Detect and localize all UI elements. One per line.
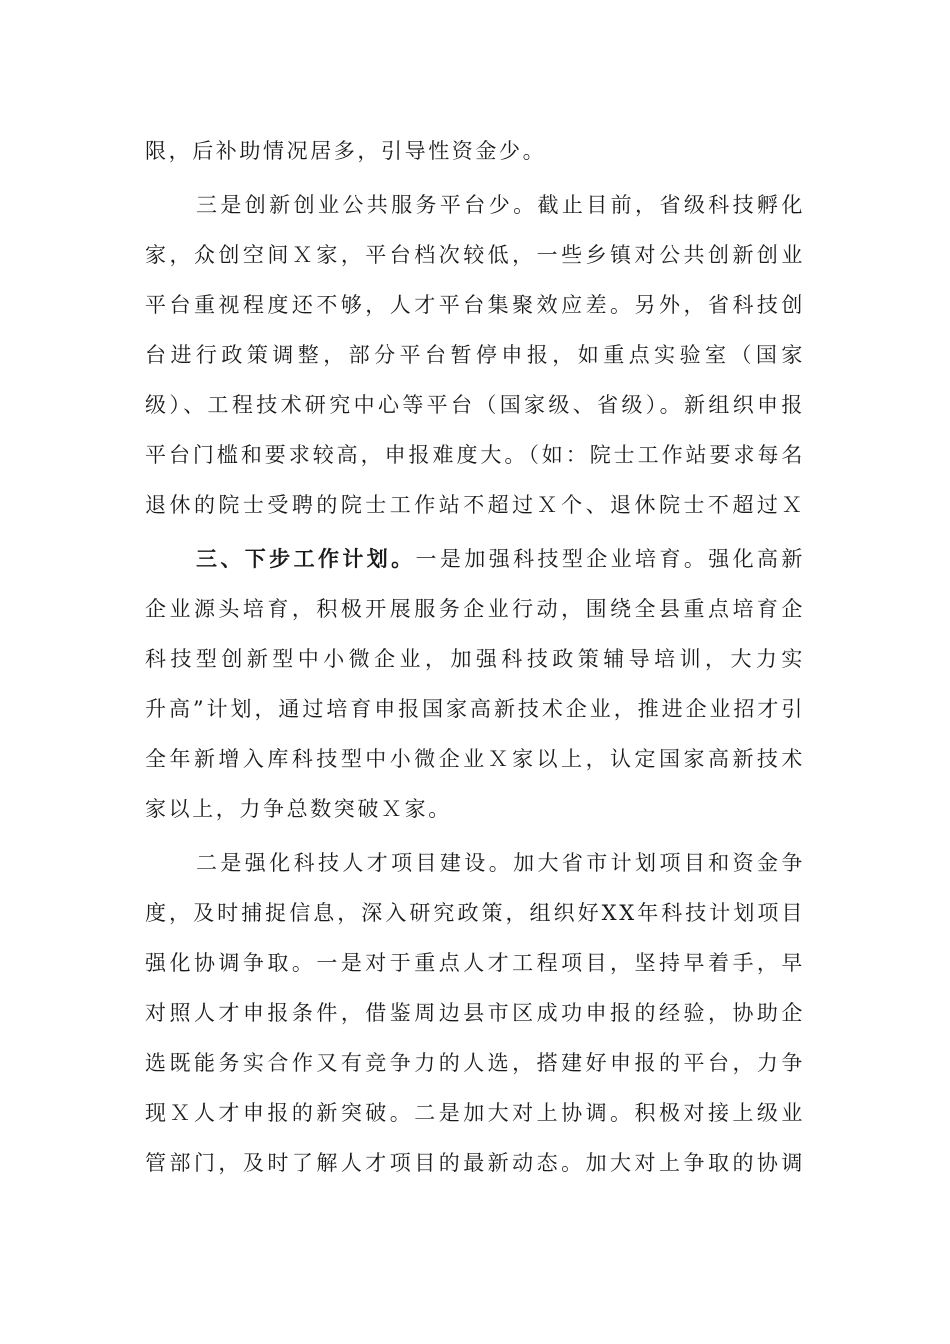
text-line: 升高”计划，通过培育申报国家高新技术企业，推进企业招才引 — [145, 697, 805, 721]
text-line: 平台重视程度还不够，人才平台集聚效应差。另外，省科技创 — [145, 293, 805, 317]
text-line: 台进行政策调整，部分平台暂停申报，如重点实验室（国家 — [145, 343, 805, 367]
text-line: 平台门槛和要求较高，申报难度大。（如：院士工作站要求每名 — [145, 443, 805, 467]
text-line: 家以上，力争总数突破Ｘ家。 — [145, 797, 452, 821]
text-line: 科技型创新型中小微企业，加强科技政策辅导培训，大力实 — [145, 647, 805, 671]
text-line: 全年新增入库科技型中小微企业Ｘ家以上，认定国家高新技术 — [145, 747, 805, 771]
text-line: 家，众创空间Ｘ家，平台档次较低，一些乡镇对公共创新创业 — [145, 243, 805, 267]
text-line: 限，后补助情况居多，引导性资金少。 — [145, 139, 547, 163]
text-line: 强化协调争取。一是对于重点人才工程项目，坚持早着手，早 — [145, 951, 805, 975]
text-line: 选既能务实合作又有竞争力的人选，搭建好申报的平台，力争 — [145, 1051, 805, 1075]
section-heading-text: 一是加强科技型企业培育。强化高新 — [415, 547, 805, 571]
text-line: 级）、工程技术研究中心等平台（国家级、省级）。新组织申报 — [145, 393, 805, 417]
text-line: 企业源头培育，积极开展服务企业行动，围绕全县重点培育企 — [145, 597, 805, 621]
text-line: 二是强化科技人才项目建设。加大省市计划项目和资金争 — [196, 851, 805, 875]
text-line: 度，及时捕捉信息，深入研究政策，组织好XX年科技计划项目 — [145, 901, 805, 925]
text-line: 退休的院士受聘的院士工作站不超过Ｘ个、退休院士不超过Ｘ — [145, 493, 805, 517]
text-line: 管部门，及时了解人才项目的最新动态。加大对上争取的协调 — [145, 1151, 805, 1175]
section-heading-line — [196, 541, 805, 577]
section-heading: 三、下步工作计划。 — [196, 547, 416, 571]
text-line: 对照人才申报条件，借鉴周边县市区成功申报的经验，协助企 — [145, 1001, 805, 1025]
text-line: 三是创新创业公共服务平台少。截止目前，省级科技孵化 — [196, 193, 805, 217]
text-line: 现Ｘ人才申报的新突破。二是加大对上协调。积极对接上级业 — [145, 1101, 805, 1125]
